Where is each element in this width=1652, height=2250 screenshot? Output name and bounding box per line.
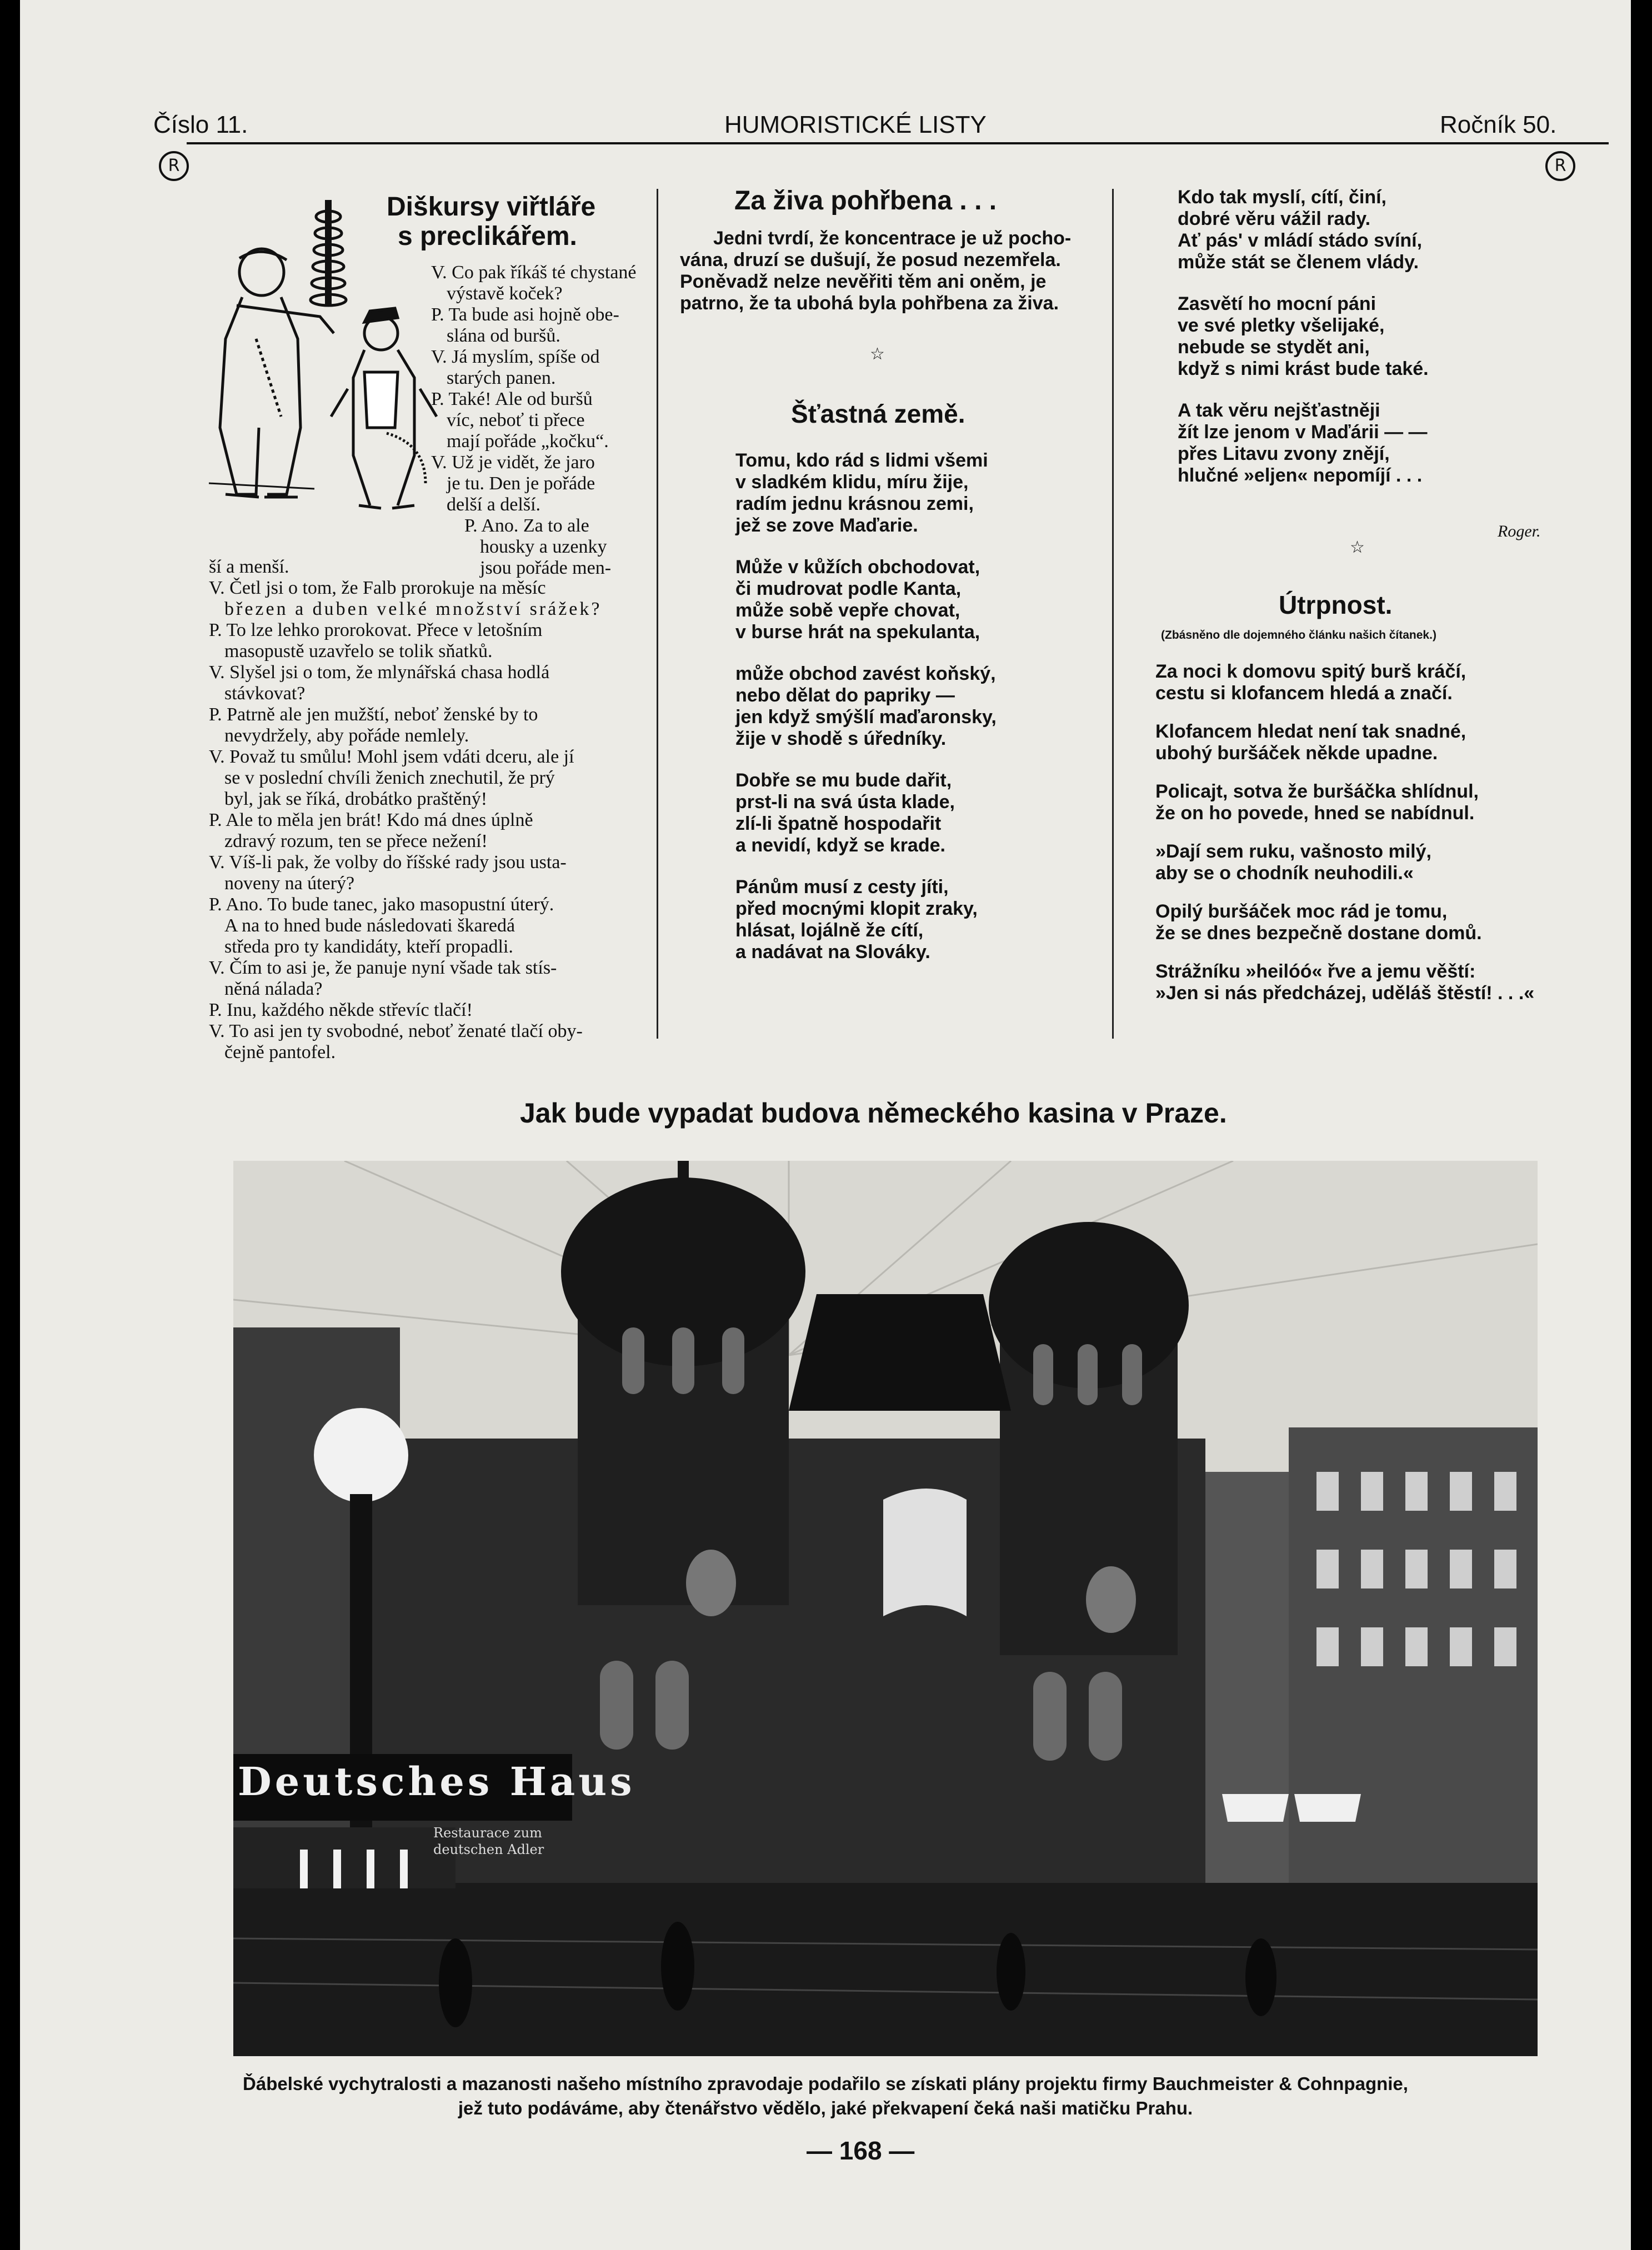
poem-line: jež se zove Maďarie. [735,515,918,536]
dialogue-line: byl, jak se říká, drobátko praštěný! [224,789,488,809]
dialogue-line: březen a duben velké množství srážek? [224,599,602,619]
poem-line: v burse hrát na spekulanta, [735,622,980,643]
stanza [1178,400,1600,487]
poem-line: nebude se stydět ani, [1178,337,1370,358]
poem-line: v sladkém klidu, míru žije, [735,472,969,493]
dialogue-line: jsou pořáde men- [480,558,612,578]
pretzel-seller-illustration [203,194,442,528]
poem-right [1178,187,1600,487]
poem-line: že on ho povede, hned se nabídnul. [1155,803,1475,824]
stanza [735,876,1102,963]
dialogue-line: A na to hned bude následovati škaredá [224,915,515,936]
stanza [1155,901,1611,944]
illustration-caption-line2: jež tuto podáváme, aby čtenářstvo vědělo, jaké překvapení čeká naši matičku Prahu. [458,2098,1193,2118]
poem-line: může sobě vepře chovat, [735,600,960,621]
restaurant-sign-line1: Restaurace zum [433,1825,542,1841]
poem-line: cestu si klofancem hledá a značí. [1155,683,1453,704]
dialogue-line: V. Já myslím, spíše od [431,347,600,367]
poem-line: hlučné »eljen« nepomíjí . . . [1178,465,1423,486]
dialogue-line: víc, neboť ti přece [447,410,585,430]
poem-line: může stát se členem vlády. [1178,252,1419,273]
stanza [735,770,1102,856]
signature: Roger. [1498,522,1541,540]
masthead: HUMORISTICKÉ LISTY [724,111,987,138]
ornament-left-icon: R [159,151,189,181]
poem-line: Ať pás' v mládí stádo svíní, [1178,230,1423,251]
dialogue-line: P. Ta bude asi hojně obe- [431,304,619,325]
stanza [735,450,1102,537]
dialogue-line: delší a delší. [447,494,541,515]
poem-line: hlásat, lojálně že cítí, [735,920,924,941]
stanza [1155,781,1611,824]
dialogue-line: ší a menší. [209,557,289,577]
dialogue-title-line1: Diškursy viřtláře [387,192,596,222]
poem-line: Opilý buršáček moc rád je tomu, [1155,901,1448,922]
dialogue-line: středa pro ty kandidáty, kteří propadli. [224,936,513,957]
dialogue-line: V. Co pak říkáš té chystané [431,262,637,283]
za-ziva-title: Za živa pohřbena . . . [734,186,997,216]
poem-line: jen když smýšlí maďaronsky, [735,706,997,728]
za-ziva-text [680,228,1102,314]
poem-line: a nadávat na Slováky. [735,941,930,963]
poem-line: aby se o chodník neuhodili.« [1155,863,1414,884]
utrpnost-title: Útrpnost. [1279,590,1393,619]
za-ziva-line: Poněvadž nelze nevěřiti těm ani oněm, je [680,271,1047,292]
dialogue-line: čejně pantofel. [224,1042,336,1063]
poem-line: ubohý buršáček někde upadne. [1155,743,1438,764]
column-separator-left [657,189,658,1039]
poem-line: že se dnes bezpečně dostane domů. [1155,923,1482,944]
poem-line: prst-li na svá ústa klade, [735,791,955,813]
restaurant-sign-line2: deutschen Adler [433,1842,544,1857]
dialogue-line: výstavě koček? [447,283,563,304]
stastna-poem [735,450,1102,963]
poem-line: Za noci k domovu spitý burš kráčí, [1155,661,1466,682]
dialogue-line: P. Ano. To bude tanec, jako masopustní úterý. [209,894,554,915]
za-ziva-line: Jedni tvrdí, že koncentrace je už pocho- [713,228,1072,249]
illustration-caption-line1: Ďábelské vychytralosti a mazanosti našeho místního zpravodaje podařilo se získati plány projektu firmy Bauchmeister & Cohnpagnie, [243,2073,1408,2094]
stanza [1155,841,1611,884]
dialogue-line: V. Víš-li pak, že volby do říšské rady jsou usta- [209,852,567,873]
poem-line: ve své pletky všelijaké, [1178,315,1385,336]
dialogue-line: V. Čím to asi je, že panuje nyní všade tak stís- [209,958,557,978]
dialogue-line: V. Považ tu smůlu! Mohl jsem vdáti dceru, ale jí [209,746,574,767]
poem-line: »Dají sem ruku, vašnosto milý, [1155,841,1431,862]
poem-line: Dobře se mu bude dařit, [735,770,952,791]
poem-line: může obchod zavést koňský, [735,663,996,684]
kasino-building-drawing [233,1161,1538,2056]
dialogue-line: se v poslední chvíli ženich znechutil, že prý [224,768,555,788]
poem-line: A tak věru nejšťastněji [1178,400,1380,421]
dialogue-line: masopustě uzavřelo se tolik sňatků. [224,641,493,662]
utrpnost-subtitle: (Zbásněno dle dojemného článku našich čítanek.) [1161,629,1436,642]
dialogue-wide-block [209,557,653,1063]
dialogue-line: slána od buršů. [447,325,560,346]
stanza [1155,721,1611,764]
poem-line: přes Litavu zvony znějí, [1178,443,1390,464]
stanza [735,557,1102,643]
stanza [735,663,1102,750]
dialogue-line: stávkovat? [224,683,306,704]
dialogue-line: něná nálada? [224,979,323,999]
newspaper-page [20,0,1631,2250]
poem-line: či mudrovat podle Kanta, [735,578,962,599]
page-number: — 168 — [807,2136,915,2165]
kasino-title: Jak bude vypadat budova německého kasina v Praze. [520,1098,1227,1129]
dialogue-line: V. To asi jen ty svobodné, neboť ženaté tlačí oby- [209,1021,583,1041]
poem-line: nebo dělat do papriky — [735,685,955,706]
poem-line: dobré věru vážil rady. [1178,208,1371,229]
poem-line: když s nimi krást bude také. [1178,358,1429,379]
poem-line: Kdo tak myslí, cítí, činí, [1178,187,1386,208]
poem-line: »Jen si nás předcházej, uděláš štěstí! . . .« [1155,983,1535,1004]
dialogue-line: P. Ale to měla jen brát! Kdo má dnes úplně [209,810,533,830]
poem-line: Tomu, kdo rád s lidmi všemi [735,450,988,471]
dialogue-narrow-block [431,262,653,579]
deutsches-haus-sign: Deutsches Haus [238,1758,635,1805]
dialogue-line: V. Už je vidět, že jaro [431,452,595,473]
dialogue-line: P. Patrně ale jen mužští, neboť ženské by to [209,704,538,725]
poem-line: Klofancem hledat není tak snadné, [1155,721,1466,742]
stanza [1155,961,1611,1004]
star-separator-icon: ☆ [1350,538,1365,557]
poem-line: Strážníku »heilóó« řve a jemu věští: [1155,961,1476,982]
stanza [1155,661,1611,704]
stanza [1178,187,1600,273]
dialogue-line: starých panen. [447,368,556,388]
issue-number: Číslo 11. [153,111,248,138]
utrpnost-poem [1155,661,1611,1004]
dialogue-title-line2: s preclikářem. [398,222,577,251]
poem-line: před mocnými klopit zraky, [735,898,978,919]
poem-line: a nevidí, když se krade. [735,835,945,856]
dialogue-line: zdravý rozum, ten se přece nežení! [224,831,488,851]
dialogue-line: housky a uzenky [480,537,607,557]
dialogue-line: mají pořáde „kočku“. [447,431,609,452]
dialogue-line: noveny na úterý? [224,873,355,894]
poem-line: Pánům musí z cesty jíti, [735,876,949,898]
dialogue-line: V. Slyšel jsi o tom, že mlynářská chasa hodlá [209,662,550,683]
dialogue-line: je tu. Den je pořáde [447,473,595,494]
za-ziva-line: patrno, že ta ubohá byla pohřbena za živa. [680,293,1059,314]
dialogue-line: V. Četl jsi o tom, že Falb prorokuje na měsíc [209,578,546,598]
kasino-illustration [233,1161,1538,2056]
poem-line: žít lze jenom v Maďárii — — [1178,422,1428,443]
dialogue-line: P. Ano. Za to ale [464,515,589,536]
poem-line: Zasvětí ho mocní páni [1178,293,1376,314]
poem-line: žije v shodě s úředníky. [735,728,947,749]
ornament-right-icon: R [1545,151,1575,181]
stanza [1178,293,1600,380]
star-separator-icon: ☆ [870,344,885,364]
column-separator-right [1112,189,1114,1039]
poem-line: zlí-li špatně hospodařit [735,813,942,834]
za-ziva-line: vána, druzí se dušují, že posud nezemřela. [680,249,1061,270]
stastna-title: Šťastná země. [791,399,965,428]
dialogue-line: nevydržely, aby pořáde nemlely. [224,725,469,746]
dialogue-line: P. Také! Ale od buršů [431,389,593,409]
dialogue-line: P. Inu, každého někde střevíc tlačí! [209,1000,473,1020]
poem-line: Policajt, sotva že buršáčka shlídnul, [1155,781,1479,802]
volume-number: Ročník 50. [1440,111,1557,138]
poem-line: Může v kůžích obchodovat, [735,557,980,578]
poem-line: radím jednu krásnou zemi, [735,493,974,514]
dialogue-line: P. To lze lehko prorokovat. Přece v letošním [209,620,543,640]
header-rule [187,142,1609,144]
